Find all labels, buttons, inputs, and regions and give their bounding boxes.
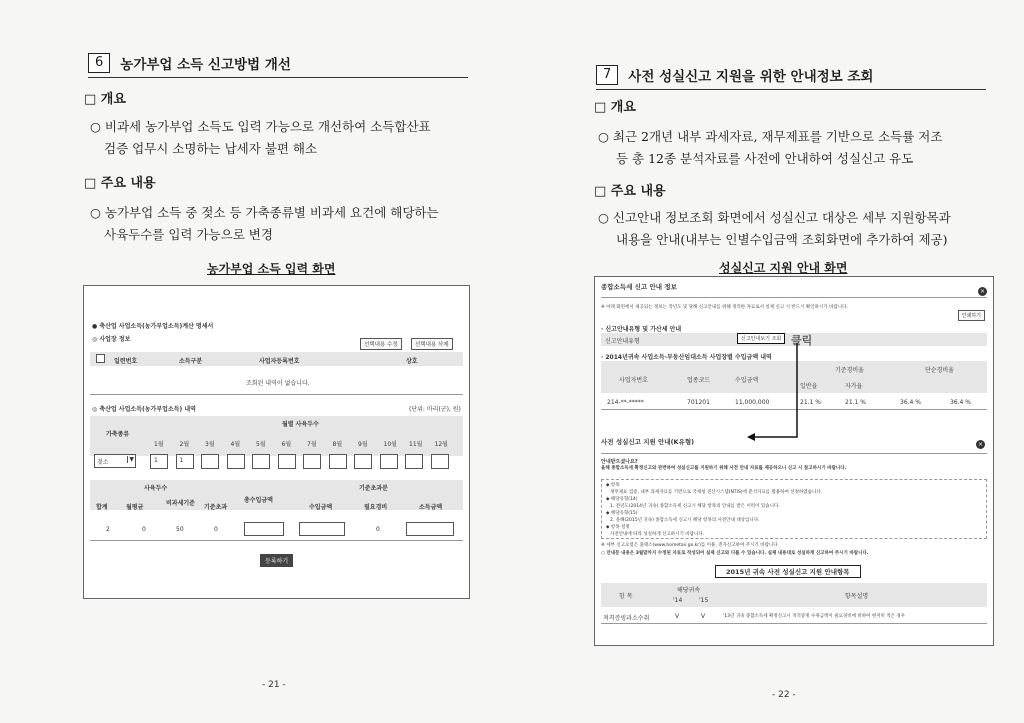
divider [601, 453, 987, 454]
val-over: 0 [214, 526, 218, 533]
month-header: 3월 [205, 441, 215, 448]
row-type: 701201 [687, 399, 710, 406]
month-input[interactable] [278, 454, 296, 469]
col-over: 기준초과 [204, 504, 228, 511]
month-header: 9월 [358, 441, 368, 448]
right-page [512, 0, 1024, 723]
figure-caption: 성실신고 지원 안내 화면 [719, 261, 848, 275]
sub-general: 일반율 [800, 383, 818, 390]
item-3: ◆ 해당유형(14) [606, 497, 638, 502]
support-guide-screenshot [594, 276, 994, 646]
screen-note: ※ 아래 화면에서 제공되는 정보는 작년도 및 당해 신고안내를 위해 정리한 자료로서 실제 신고 시 반드시 확인하시기 바랍니다. [601, 305, 848, 310]
col-total: 합계 [96, 504, 108, 511]
details-text-1: ○ 농가부업 소득 중 젖소 등 가축종류별 비과세 요건에 해당하는 [90, 205, 439, 220]
body-2: 올해 종합소득세 확정신고와 관련하여 성실신고를 지원하기 위해 사전 안내 자료를 제공하오니 신고 시 참고하시기 바랍니다. [601, 466, 847, 471]
month-header: 11월 [409, 441, 423, 448]
col-serial: 일련번호 [114, 358, 138, 365]
month-input[interactable] [303, 454, 321, 469]
overview-heading: □ 개요 [84, 92, 126, 107]
select-all-checkbox[interactable] [96, 354, 105, 363]
divider [601, 623, 987, 624]
section-6-heading [88, 53, 291, 73]
th-desc: 항목설명 [845, 593, 869, 600]
item-8: 사전안내에 따라 성실하게 신고하시기 바랍니다. [610, 532, 705, 537]
row-biz: 214-**-***** [607, 399, 644, 406]
val-expense: 0 [376, 526, 380, 533]
section-number: 7 [596, 65, 618, 85]
row-std-self: 21.1 % [845, 399, 866, 406]
herd-label: 사육두수 [144, 485, 168, 492]
month-header: 6월 [281, 441, 292, 448]
arrow-icon [745, 341, 805, 445]
sub-self: 자가율 [845, 383, 863, 390]
print-button[interactable]: 인쇄하기 [958, 310, 985, 321]
val-avg: 0 [142, 526, 146, 533]
guide-box-title: 2015년 귀속 사전 성실신고 지원 안내항목 [715, 565, 861, 578]
edit-selected-button[interactable]: 선택내용 수정 [360, 338, 402, 350]
monthly-label: 월별 사육두수 [282, 421, 319, 428]
month-input[interactable] [150, 454, 168, 469]
farm-income-form-screenshot [83, 285, 470, 599]
month-header: 8월 [332, 441, 343, 448]
section-title: 사전 성실신고 지원을 위한 안내정보 조회 [628, 69, 874, 85]
overview-heading: □ 개요 [594, 100, 636, 115]
item-1: ◆ 항목 [606, 483, 620, 488]
th-item: 항 목 [619, 593, 633, 600]
form-subtitle: ◎ 사업장 정보 [92, 336, 131, 343]
overview-text-1: ○ 최근 2개년 내부 과세자료, 재무제표를 기반으로 소득률 저조 [598, 129, 943, 144]
month-header: 10월 [383, 441, 397, 448]
month-input[interactable] [201, 454, 219, 469]
col-type: 업종코드 [687, 377, 711, 384]
delete-selected-button[interactable]: 선택내용 삭제 [411, 338, 453, 350]
gross-label: 총수입금액 [244, 497, 273, 504]
livestock-value: 젖소 [97, 459, 109, 466]
item-4: 1. 전년도(2014년 귀속) 종합소득세 신고시 해당 항목의 안내를 받은 이력이 있습니다. [610, 504, 780, 509]
row-simple-general: 36.4 % [900, 399, 921, 406]
col-biz-number: 사업자등록번호 [259, 358, 300, 365]
month-input[interactable] [354, 454, 372, 469]
col-avg: 월평균 [126, 504, 144, 511]
col-expense: 필요경비 [364, 504, 388, 511]
table-label: · 2014년귀속 사업소득·부동산임대소득 사업장별 수입금액 내역 [601, 354, 772, 361]
row-std-general: 21.1 % [800, 399, 821, 406]
row-amount: 11,000,000 [735, 399, 770, 406]
divider [90, 540, 463, 541]
close-icon[interactable]: × [979, 288, 986, 295]
row-simple-self: 36.4 % [950, 399, 971, 406]
item-5: ◆ 해당유형(15) [606, 511, 638, 516]
revenue-input[interactable] [299, 522, 345, 536]
section-number: 6 [88, 53, 110, 73]
val-total: 2 [106, 526, 110, 533]
divider [90, 394, 463, 395]
section-7-heading [596, 65, 873, 85]
details-text-2: 사육두수를 입력 가능으로 변경 [104, 227, 273, 242]
income-input[interactable] [406, 522, 454, 536]
monthly-header-bar [90, 416, 463, 456]
tr-item: 적격증빙과소수취 [603, 615, 650, 622]
month-input[interactable] [176, 454, 194, 469]
col-company: 상호 [406, 358, 418, 365]
body-1: 안내받으셨나요? [601, 459, 638, 465]
col-amount: 수입금액 [735, 377, 759, 384]
foot-1: ※ 세부 신고요령은 홈택스(www.hometax.go.kr)를 이용, 전자신고하여 주시기 바랍니다. [601, 543, 780, 548]
month-input-value: 1 [179, 457, 184, 464]
livestock-label: 가축종류 [106, 431, 130, 438]
item-box [601, 479, 987, 539]
tr-14: V [675, 613, 680, 620]
expense-label: 기준초과분 [359, 485, 388, 492]
unit-label: (단위: 마리(군), 원) [409, 406, 461, 413]
overview-text-2: 검증 업무시 소명하는 납세자 불편 해소 [104, 141, 318, 156]
close-icon-2[interactable]: × [977, 441, 984, 448]
th-15: '15 [699, 597, 709, 604]
info-label: · 신고안내유형 및 가산세 안내 [601, 326, 682, 333]
section-title: 농가부업 소득 신고방법 개선 [120, 57, 291, 73]
tr-desc: '13년 귀속 종합소득세 확정신고시 적격증빙 수취금액이 필요경비에 비하여 현저히 적은 경우 [723, 614, 906, 619]
month-input[interactable] [329, 454, 347, 469]
guide-table-header [601, 583, 987, 607]
page-number: - 21 - [262, 680, 286, 690]
th-year: 해당귀속 [677, 587, 701, 594]
month-header: 12월 [434, 441, 448, 448]
th-14: '14 [673, 597, 683, 604]
support-title: 사전 성실신고 지원 안내(K유형) [601, 438, 695, 446]
col-income-type: 소득구분 [179, 358, 203, 365]
item-2: 재무제표 검증, 내부 과세자료를 기반으로 국세청 전산시스템(NTIS)에 분석자료를 활용하여 선정하였습니다. [610, 490, 823, 495]
tr-15: V [701, 613, 706, 620]
col-nontax: 비과세기준 [166, 500, 195, 507]
month-input[interactable] [431, 454, 449, 469]
col-std: 기준경비율 [835, 367, 864, 374]
form-title: ● 축산업 사업소득(농가부업소득)계산 명세서 [92, 323, 214, 330]
col-income: 소득금액 [419, 504, 443, 511]
col-simple: 단순경비율 [925, 367, 954, 374]
month-header: 4월 [230, 441, 241, 448]
click-label: 클릭 [791, 334, 813, 347]
page-number: - 22 - [772, 690, 796, 700]
col-biz: 사업자번호 [619, 377, 648, 384]
details-heading: □ 주요 내용 [594, 184, 666, 199]
details-heading: □ 주요 내용 [84, 176, 156, 191]
overview-text-1: ○ 비과세 농가부업 소득도 입력 가능으로 개선하여 소득합산표 [90, 119, 431, 134]
val-nontax: 50 [176, 526, 184, 533]
guide-view-button[interactable]: 신고안내보기 조회 [737, 333, 785, 344]
overview-text-2: 등 총 12종 분석자료를 사전에 안내하여 성실신고 유도 [616, 151, 914, 166]
month-header: 7월 [307, 441, 317, 448]
divider [601, 297, 987, 298]
month-header: 1월 [154, 441, 164, 448]
section-divider [88, 77, 468, 78]
month-input[interactable] [227, 454, 245, 469]
month-input-value: 1 [154, 457, 158, 464]
screen-title: 종합소득세 신고 안내 정보 [601, 283, 677, 291]
chevron-down-icon[interactable]: ▼ [129, 456, 134, 463]
details-text-1: ○ 신고안내 정보조회 화면에서 성실신고 대상은 세부 지원항목과 [598, 210, 951, 225]
figure-caption: 농가부업 소득 입력 화면 [207, 262, 336, 276]
month-input[interactable] [252, 454, 270, 469]
month-input[interactable] [405, 454, 423, 469]
item-6: 2. 올해(2015년 귀속) 종합소득세 신고시 해당 항목의 사전안내 대상입니다. [610, 518, 760, 523]
gross-input[interactable] [244, 522, 284, 536]
month-header: 2월 [179, 441, 190, 448]
item-7: ◆ 항목 설명 [606, 525, 630, 530]
empty-message: 조회된 내역이 없습니다. [246, 380, 310, 387]
foot-2: ○ 안내문 내용은 3월말까지 수정된 자료로 작성되어 실제 신고와 다를 수 있습니다. 실제 내용대로 성실하게 신고하여 주시기 바랍니다. [601, 551, 869, 556]
month-header: 5월 [256, 441, 266, 448]
month-input[interactable] [380, 454, 398, 469]
col-revenue: 수입금액 [309, 504, 333, 511]
livestock-select[interactable] [94, 454, 136, 468]
register-button[interactable]: 등록하기 [260, 554, 293, 567]
section-divider [596, 89, 986, 90]
income-section-title: ◎ 축산업 사업소득(농가부업소득) 내역 [92, 406, 196, 413]
type-label: 신고안내유형 [605, 338, 640, 345]
details-text-2: 내용을 안내(내부는 인별수입금액 조회화면에 추가하여 제공) [616, 232, 948, 247]
